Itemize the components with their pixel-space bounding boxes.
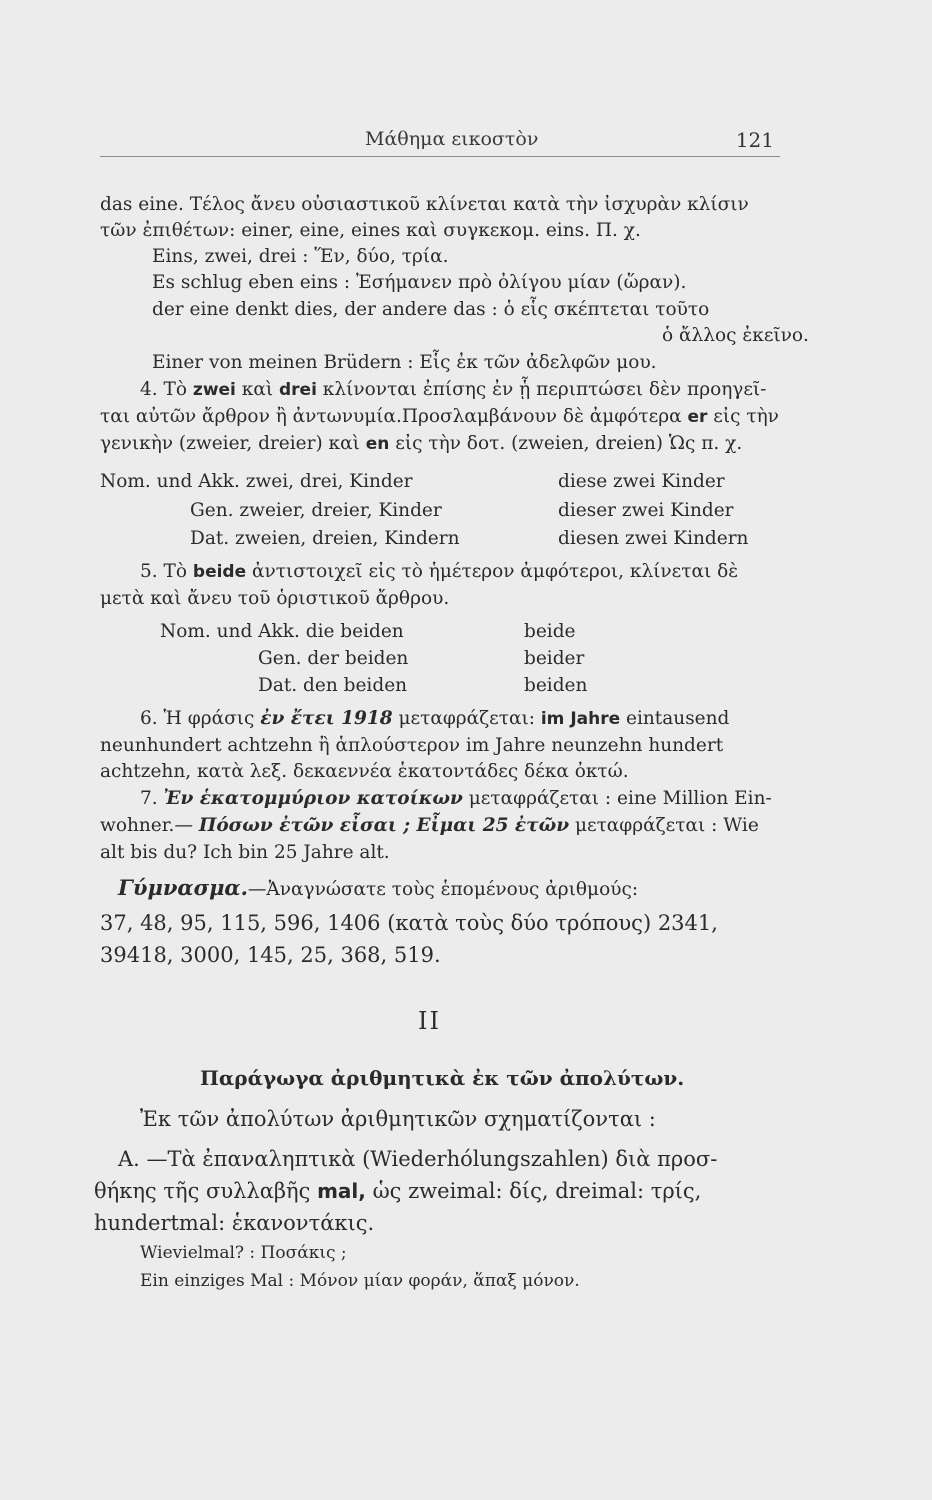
word-im-jahre: im Jahre	[540, 709, 621, 729]
p4-text: Τὸ	[163, 379, 188, 400]
page-number: 121	[735, 128, 774, 152]
p7-line-1	[140, 786, 772, 812]
section-a-line-2	[94, 1176, 701, 1206]
running-title: Μάθημα εικοστὸν	[365, 128, 539, 150]
p7-text: wohner.—	[100, 815, 193, 836]
word-er: er	[687, 407, 708, 427]
word-beide: beide	[192, 562, 247, 582]
table1-row-1-left: Nom. und Akk. zwei, drei, Kinder	[100, 471, 413, 492]
p1-line-5: der eine denkt dies, der andere das : ὁ εἷς σκέπτεται τοῦτο	[152, 299, 710, 320]
p7-text: 7.	[140, 788, 158, 809]
word-mal: mal,	[317, 1179, 366, 1203]
table1-row-2-right: dieser zwei Kinder	[558, 500, 734, 521]
p4-num: 4.	[140, 379, 158, 400]
p7-line-2	[100, 813, 759, 839]
p4-text: εἰς τὴν	[713, 406, 779, 427]
table1-row-1-right: diese zwei Kinder	[558, 471, 725, 492]
section-number: II	[418, 1007, 441, 1035]
p6-line-1	[140, 706, 729, 732]
exercise-heading	[118, 875, 638, 903]
exercise-line-1: 37, 48, 95, 115, 596, 1406 (κατὰ τοὺς δύο τρόπους) 2341,	[100, 911, 718, 935]
p4-line-1	[140, 377, 766, 403]
p4-text: εἰς τὴν δοτ. (zweien, dreien) Ὡς π. χ.	[395, 433, 743, 454]
p6-italic: ἐν ἔτει 1918	[260, 708, 393, 729]
table2-row-3-right: beiden	[524, 675, 588, 696]
p1-line-1: das eine. Τέλος ἄνευ οὐσιαστικοῦ κλίνεται κατὰ τὴν ἰσχυρὰν κλίσιν	[100, 194, 749, 215]
table2-row-1-left: Nom. und Akk. die beiden	[160, 621, 404, 642]
table2-row-2-left: Gen. der beiden	[258, 648, 409, 669]
p6-line-3: achtzehn, κατὰ λεξ. δεκαεννέα ἑκατοντάδες δέκα ὀκτώ.	[100, 761, 629, 782]
p4-text: ται αὐτῶν ἄρθρον ἢ ἀντωνυμία.Προσλαμβάνουν δὲ ἀμφότερα	[100, 406, 682, 427]
p4-text: καὶ	[241, 379, 274, 400]
p6-text: μεταφράζεται:	[398, 708, 535, 729]
p5-text: 5. Τὸ	[140, 561, 188, 582]
table1-row-3-left: Dat. zweien, dreien, Kindern	[190, 528, 460, 549]
section-a-line-1: Α. —Τὰ ἐπαναληπτικὰ (Wiederhólungszahlen) διὰ προσ-	[118, 1147, 718, 1171]
section-a-line-3: hundertmal: ἑκανοντάκις.	[94, 1211, 375, 1235]
p6-line-2: neunhundert achtzehn ἢ ἁπλούστερον im Jahre neunzehn hundert	[100, 735, 724, 756]
section-heading: Παράγωγα ἀριθμητικὰ ἐκ τῶν ἀπολύτων.	[200, 1066, 685, 1090]
p6-text: 6. Ἡ φράσις	[140, 708, 255, 729]
p1-line-6: ὁ ἄλλος ἐκεῖνο.	[662, 325, 809, 346]
exercise-line-2: 39418, 3000, 145, 25, 368, 519.	[100, 943, 441, 967]
p7-italic: Πόσων ἐτῶν εἶσαι ; Εἶμαι 25 ἐτῶν	[198, 815, 570, 836]
table1-row-2-left: Gen. zweier, dreier, Kinder	[190, 500, 442, 521]
exercise-label: Γύμνασμα.	[118, 875, 248, 900]
section-text: ὡς zweimal: δίς, dreimal: τρίς,	[372, 1179, 702, 1203]
table2-row-2-right: beider	[524, 648, 585, 669]
p4-line-3	[100, 431, 742, 457]
table2-row-1-right: beide	[524, 621, 576, 642]
p4-text: γενικὴν (zweier, dreier) καὶ	[100, 433, 360, 454]
section-text: θήκης τῆς συλλαβῆς	[94, 1179, 311, 1203]
p7-text: μεταφράζεται : Wie	[574, 815, 759, 836]
example-2: Ein einziges Mal : Μόνον μίαν φοράν, ἅπαξ μόνον.	[140, 1271, 580, 1291]
p5-line-2: μετὰ καὶ ἄνευ τοῦ ὁριστικοῦ ἄρθρου.	[100, 588, 450, 609]
p5-text: ἀντιστοιχεῖ εἰς τὸ ἡμέτερον ἀμφότεροι, κλίνεται δὲ	[252, 561, 739, 582]
p4-text: κλίνονται ἐπίσης ἐν ᾗ περιπτώσει δὲν προηγεῖ-	[322, 379, 767, 400]
p7-text: μεταφράζεται : eine Million Ein-	[468, 788, 772, 809]
p7-italic: Ἐν ἑκατομμύριον κατοίκων	[163, 788, 463, 809]
p7-line-3: alt bis du? Ich bin 25 Jahre alt.	[100, 842, 390, 863]
p5-line-1	[140, 559, 738, 585]
table1-row-3-right: diesen zwei Kindern	[558, 528, 749, 549]
word-zwei: zwei	[192, 380, 236, 400]
p1-line-3: Eins, zwei, drei : Ἕν, δύο, τρία.	[152, 246, 449, 267]
exercise-intro: —Ἀναγνώσατε τοὺς ἑπομένους ἀριθμούς:	[247, 879, 639, 900]
p1-line-4: Es schlug eben eins : Ἐσήμανεν πρὸ ὀλίγου μίαν (ὥραν).	[152, 272, 687, 293]
word-en: en	[365, 434, 390, 454]
table2-row-3-left: Dat. den beiden	[258, 675, 408, 696]
p4-line-2	[100, 404, 779, 430]
p1-line-7: Einer von meinen Brüdern : Εἷς ἐκ τῶν ἀδελφῶν μου.	[152, 352, 657, 373]
example-1: Wievielmal? : Ποσάκις ;	[140, 1243, 347, 1263]
word-drei: drei	[278, 380, 317, 400]
p1-line-2: τῶν ἐπιθέτων: einer, eine, eines καὶ συγκεκομ. eins. Π. χ.	[100, 220, 641, 241]
section-intro: Ἐκ τῶν ἀπολύτων ἀριθμητικῶν σχηματίζονται :	[140, 1107, 656, 1131]
p6-text: eintausend	[626, 708, 730, 729]
